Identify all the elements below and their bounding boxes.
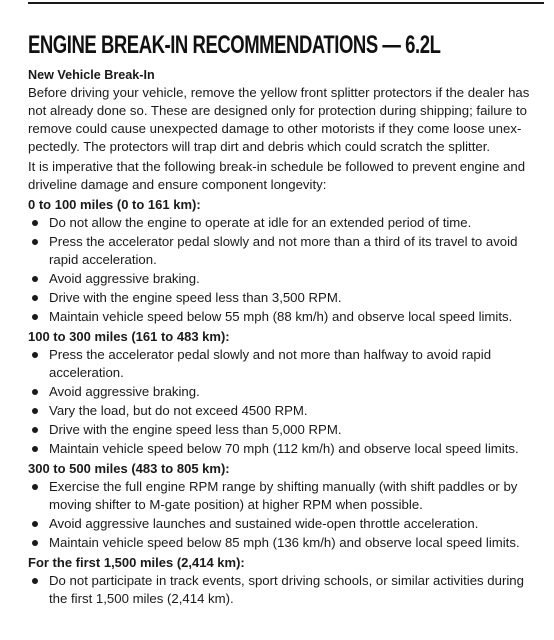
bullet-icon xyxy=(32,352,38,358)
list-item-line: Press the accelerator pedal slowly and not more than a third of its travel to avoid xyxy=(49,234,518,249)
break-in-sections xyxy=(28,196,541,608)
list-item xyxy=(28,440,541,458)
list-item xyxy=(28,346,541,382)
list-item-line: Do not participate in track events, sport driving schools, or similar activities during xyxy=(49,573,524,588)
section-heading: 0 to 100 miles (0 to 161 km): xyxy=(28,197,201,212)
section-subtitle: New Vehicle Break-In xyxy=(28,68,155,82)
list-item-line: the first 1,500 miles (2,414 km). xyxy=(49,591,234,606)
list-item-line: rapid acceleration. xyxy=(49,252,157,267)
bullet-icon xyxy=(32,408,38,414)
bullet-icon xyxy=(32,446,38,452)
bullet-icon xyxy=(32,521,38,527)
schedule-section xyxy=(28,460,541,552)
bullet-icon xyxy=(32,484,38,490)
list-item-line: Avoid aggressive braking. xyxy=(49,384,200,399)
list-item-line: Maintain vehicle speed below 85 mph (136 km/h) and observe local speed limits. xyxy=(49,535,520,550)
bullet-list xyxy=(28,478,541,552)
list-item xyxy=(28,289,541,307)
list-item xyxy=(28,270,541,288)
page-title: ENGINE BREAK-IN RECOMMENDATIONS — 6.2L xyxy=(28,31,441,59)
list-item-line: Exercise the full engine RPM range by shifting manually (with shift paddles or by xyxy=(49,479,518,494)
list-item xyxy=(28,233,541,269)
list-item xyxy=(28,308,541,326)
list-item-line: Avoid aggressive braking. xyxy=(49,271,200,286)
list-item xyxy=(28,478,541,514)
section-heading: 100 to 300 miles (161 to 483 km): xyxy=(28,329,230,344)
list-item xyxy=(28,383,541,401)
schedule-section xyxy=(28,196,541,326)
intro-line: not already done so. These are designed only for protection during shipping; failure to xyxy=(28,103,528,118)
bullet-icon xyxy=(32,578,38,584)
section-heading: 300 to 500 miles (483 to 805 km): xyxy=(28,461,230,476)
bullet-icon xyxy=(32,427,38,433)
list-item xyxy=(28,534,541,552)
intro-paragraph xyxy=(28,84,541,156)
bullet-list xyxy=(28,346,541,458)
bullet-list xyxy=(28,572,541,608)
list-item-line: moving shifter to M-gate position) at higher RPM when possible. xyxy=(49,497,423,512)
list-item-line: acceleration. xyxy=(49,365,124,380)
bullet-icon xyxy=(32,220,38,226)
list-item-line: Drive with the engine speed less than 5,000 RPM. xyxy=(49,422,342,437)
schedule-section xyxy=(28,328,541,458)
list-item-line: Avoid aggressive launches and sustained wide-open throttle acceleration. xyxy=(49,516,479,531)
list-item-line: Vary the load, but do not exceed 4500 RPM. xyxy=(49,403,308,418)
intro-line: Before driving your vehicle, remove the yellow front splitter protectors if the dealer has xyxy=(28,85,530,100)
list-item-line: Press the accelerator pedal slowly and not more than halfway to avoid rapid xyxy=(49,347,492,362)
imperative-paragraph xyxy=(28,158,541,194)
imperative-line: It is imperative that the following break-in schedule be followed to prevent engine and xyxy=(28,159,526,174)
list-item xyxy=(28,515,541,533)
bullet-icon xyxy=(32,276,38,282)
list-item xyxy=(28,572,541,608)
list-item-line: Maintain vehicle speed below 70 mph (112 km/h) and observe local speed limits. xyxy=(49,441,519,456)
bullet-list xyxy=(28,214,541,326)
list-item-line: Do not allow the engine to operate at idle for an extended period of time. xyxy=(49,215,472,230)
bullet-icon xyxy=(32,239,38,245)
intro-line: remove could cause unexpected damage to other motorists if they come loose unex- xyxy=(28,121,522,136)
list-item-line: Maintain vehicle speed below 55 mph (88 km/h) and observe local speed limits. xyxy=(49,309,513,324)
list-item xyxy=(28,421,541,439)
bullet-icon xyxy=(32,295,38,301)
list-item xyxy=(28,402,541,420)
schedule-section xyxy=(28,554,541,608)
list-item xyxy=(28,214,541,232)
intro-line: pectedly. The protectors will trap dirt and debris which could scratch the splitter. xyxy=(28,139,491,154)
imperative-line: driveline damage and ensure component longevity: xyxy=(28,177,327,192)
section-heading: For the first 1,500 miles (2,414 km): xyxy=(28,555,245,570)
bullet-icon xyxy=(32,540,38,546)
list-item-line: Drive with the engine speed less than 3,500 RPM. xyxy=(49,290,342,305)
bullet-icon xyxy=(32,389,38,395)
bullet-icon xyxy=(32,314,38,320)
